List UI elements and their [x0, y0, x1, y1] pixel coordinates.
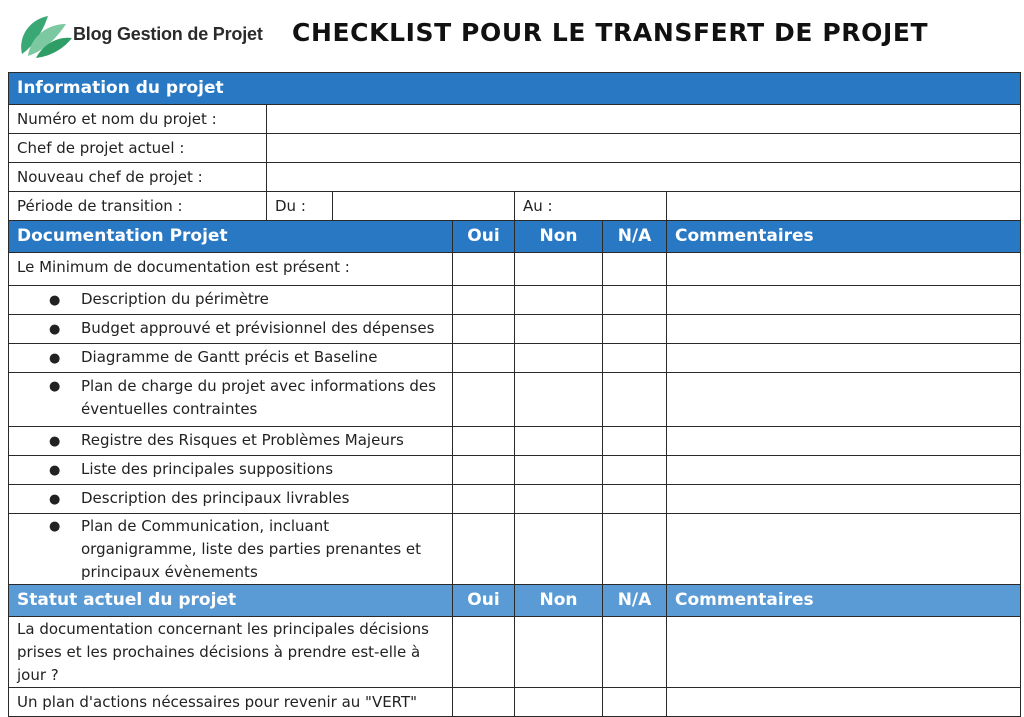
check-non[interactable] — [515, 286, 603, 315]
info-row-transition — [9, 192, 1021, 221]
check-oui[interactable] — [453, 286, 515, 315]
table-row — [9, 373, 1021, 427]
check-non[interactable] — [515, 315, 603, 344]
check-non[interactable] — [515, 427, 603, 456]
status-question: Un plan d'actions nécessaires pour revenir au "VERT" — [9, 688, 453, 717]
comment-cell[interactable] — [667, 427, 1021, 456]
table-row — [9, 427, 1021, 456]
doc-intro-row — [9, 253, 1021, 286]
table-row — [9, 514, 1021, 585]
check-oui[interactable] — [453, 315, 515, 344]
check-oui[interactable] — [453, 456, 515, 485]
col-oui: Oui — [453, 221, 515, 253]
document-title: CHECKLIST POUR LE TRANSFERT DE PROJET — [292, 18, 929, 47]
comment-cell[interactable] — [667, 456, 1021, 485]
item-label: Diagramme de Gantt précis et Baseline — [81, 348, 378, 366]
field-label-du: Du : — [267, 192, 333, 221]
comment-cell[interactable] — [667, 514, 1021, 585]
section-title-doc: Documentation Projet — [9, 221, 453, 253]
doc-intro: Le Minimum de documentation est présent : — [9, 253, 453, 286]
check-non[interactable] — [515, 688, 603, 717]
check-na[interactable] — [603, 485, 667, 514]
col-na: N/A — [603, 585, 667, 617]
check-na[interactable] — [603, 253, 667, 286]
bullet-icon: ● — [49, 434, 61, 449]
check-na[interactable] — [603, 688, 667, 717]
item-label: Plan de charge du projet avec informations des éventuelles contraintes — [81, 377, 436, 418]
col-na: N/A — [603, 221, 667, 253]
check-non[interactable] — [515, 514, 603, 585]
field-label-current-pm: Chef de projet actuel : — [9, 134, 267, 163]
check-oui[interactable] — [453, 688, 515, 717]
bullet-icon: ● — [49, 463, 61, 478]
table-row — [9, 286, 1021, 315]
check-non[interactable] — [515, 344, 603, 373]
table-row — [9, 688, 1021, 717]
comment-cell[interactable] — [667, 286, 1021, 315]
bullet-icon: ● — [49, 322, 61, 337]
col-non: Non — [515, 585, 603, 617]
col-commentaires: Commentaires — [667, 585, 1021, 617]
list-item — [9, 315, 453, 344]
item-label: Registre des Risques et Problèmes Majeurs — [81, 431, 404, 449]
check-na[interactable] — [603, 373, 667, 427]
check-non[interactable] — [515, 253, 603, 286]
check-na[interactable] — [603, 286, 667, 315]
list-item — [9, 456, 453, 485]
check-na[interactable] — [603, 344, 667, 373]
check-oui[interactable] — [453, 253, 515, 286]
check-oui[interactable] — [453, 514, 515, 585]
section-header-status — [9, 585, 1021, 617]
check-oui[interactable] — [453, 373, 515, 427]
section-header-info — [9, 73, 1021, 105]
bullet-icon: ● — [49, 293, 61, 308]
check-na[interactable] — [603, 315, 667, 344]
section-title-info: Information du projet — [9, 73, 1021, 105]
check-non[interactable] — [515, 485, 603, 514]
col-non: Non — [515, 221, 603, 253]
list-item — [9, 373, 453, 427]
checklist-table — [8, 72, 1021, 717]
table-row — [9, 315, 1021, 344]
bullet-icon: ● — [49, 379, 61, 394]
field-label-new-pm: Nouveau chef de projet : — [9, 163, 267, 192]
item-label: Budget approuvé et prévisionnel des dépenses — [81, 319, 435, 337]
list-item — [9, 427, 453, 456]
comment-cell[interactable] — [667, 344, 1021, 373]
field-value-au[interactable] — [667, 192, 1021, 221]
comment-cell[interactable] — [667, 373, 1021, 427]
check-oui[interactable] — [453, 485, 515, 514]
field-value-current-pm[interactable] — [267, 134, 1021, 163]
leaf-logo-icon — [14, 10, 76, 62]
bullet-icon: ● — [49, 351, 61, 366]
field-value-du[interactable] — [333, 192, 515, 221]
table-row — [9, 456, 1021, 485]
check-non[interactable] — [515, 373, 603, 427]
bullet-icon: ● — [49, 492, 61, 507]
table-row — [9, 617, 1021, 688]
field-value-new-pm[interactable] — [267, 163, 1021, 192]
status-question: La documentation concernant les principales décisions prises et les prochaines décisions à prendre est-elle à jour ? — [9, 617, 453, 688]
field-label-au: Au : — [515, 192, 667, 221]
check-non[interactable] — [515, 456, 603, 485]
list-item — [9, 286, 453, 315]
info-row — [9, 105, 1021, 134]
col-commentaires: Commentaires — [667, 221, 1021, 253]
check-na[interactable] — [603, 427, 667, 456]
page-header — [0, 0, 1024, 72]
check-na[interactable] — [603, 617, 667, 688]
check-oui[interactable] — [453, 427, 515, 456]
section-header-doc — [9, 221, 1021, 253]
comment-cell[interactable] — [667, 617, 1021, 688]
field-label-transition: Période de transition : — [9, 192, 267, 221]
check-na[interactable] — [603, 514, 667, 585]
check-na[interactable] — [603, 456, 667, 485]
bullet-icon: ● — [49, 519, 61, 534]
list-item — [9, 514, 453, 585]
info-row — [9, 134, 1021, 163]
logo-text: Blog Gestion de Projet — [73, 24, 263, 44]
check-oui[interactable] — [453, 344, 515, 373]
comment-cell[interactable] — [667, 315, 1021, 344]
table-row — [9, 485, 1021, 514]
item-label: Description des principaux livrables — [81, 489, 350, 507]
list-item — [9, 485, 453, 514]
info-row — [9, 163, 1021, 192]
item-label: Plan de Communication, incluant organigramme, liste des parties prenantes et principaux évènements — [81, 517, 422, 581]
col-oui: Oui — [453, 585, 515, 617]
check-non[interactable] — [515, 617, 603, 688]
table-row — [9, 344, 1021, 373]
item-label: Liste des principales suppositions — [81, 460, 334, 478]
check-oui[interactable] — [453, 617, 515, 688]
item-label: Description du périmètre — [81, 290, 269, 308]
comment-cell[interactable] — [667, 688, 1021, 717]
section-title-status: Statut actuel du projet — [9, 585, 453, 617]
comment-cell[interactable] — [667, 485, 1021, 514]
list-item — [9, 344, 453, 373]
field-value-project-name[interactable] — [267, 105, 1021, 134]
comment-cell[interactable] — [667, 253, 1021, 286]
field-label-project-name: Numéro et nom du projet : — [9, 105, 267, 134]
